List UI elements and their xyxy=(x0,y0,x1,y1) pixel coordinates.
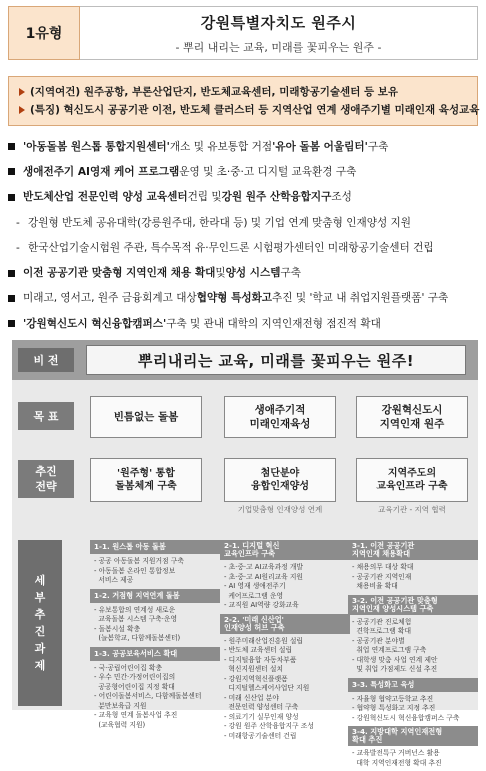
strategy-row xyxy=(12,452,478,532)
dash-bullet-icon: - xyxy=(16,216,20,229)
task-item: - 교육발전특구 거버넌스 활용 xyxy=(352,749,440,757)
task-section-header: 1-3. 공공보육서비스 확대 xyxy=(90,647,220,661)
bullet-text: 미래고, 영서고, 원주 금융회계고 대상 xyxy=(23,292,197,305)
task-section-header: 3-4. 지방대학 지역인재전형 확대 추진 xyxy=(348,726,478,746)
condition-line xyxy=(19,83,467,101)
task-item: (늘봄학교, 다함께돌봄센터) xyxy=(94,634,181,642)
task-item: - AI 영재 생애전주기 xyxy=(224,582,286,590)
task-item: - 공공기관 분야별 xyxy=(352,636,405,645)
task-item: - 공공기관 진로체험 xyxy=(352,617,412,626)
task-item: - 반도체 교육센터 설립 xyxy=(224,646,293,654)
task-item: 대학 지역인재전형 확대 추진 xyxy=(352,758,442,767)
task-item: - 강원지역혁신플랫폼 xyxy=(224,674,288,683)
bullet-text: 협약형 특성화고 xyxy=(196,292,273,305)
bullet-item xyxy=(8,159,480,184)
strategy-label: 추진 전략 xyxy=(18,460,74,498)
bullet-text: 조성 xyxy=(331,191,352,204)
square-bullet-icon xyxy=(8,194,15,201)
bullet-text: 반도체산업 전문인력 양성 교육센터 xyxy=(23,191,188,204)
bullet-item xyxy=(8,235,480,260)
vision-diagram xyxy=(12,340,478,767)
strategy-subtext: 기업맞춤형 인재양성 연계 xyxy=(237,505,323,514)
bullet-text: '강원혁신도시 혁신융합캠퍼스' xyxy=(23,317,167,330)
bullet-text: 운영 및 초·중·고 디지털 교육환경 구축 xyxy=(179,165,357,178)
bullet-text: 한국산업기술시험원 주관, 특수목적 유·무인드론 시험평가센터인 미래항공기술센터 건립 xyxy=(28,241,434,254)
bullet-text: 생애전주기 AI영재 케어 프로그램 xyxy=(23,165,180,178)
task-item: - 자율형 협약고등학교 추진 xyxy=(352,694,434,703)
vision-label: 비 전 xyxy=(18,348,74,372)
task-item: 디지털헬스케어사업단 지원 xyxy=(224,684,310,692)
triangle-bullet-icon xyxy=(19,106,25,114)
task-column xyxy=(220,540,350,744)
goal-box: 빈틈없는 돌봄 xyxy=(90,396,202,438)
task-item: - 국·공립어린이집 확충 xyxy=(94,663,163,672)
condition-line xyxy=(19,101,480,119)
task-section-header: 3-3. 특성화고 육성 xyxy=(348,678,478,692)
goal-row xyxy=(12,388,478,448)
bullet-text: 양성 시스템 xyxy=(225,267,281,280)
task-item: 교육돌봄 시스템 구축·운영 xyxy=(94,615,178,623)
task-item: 채용비율 확대 xyxy=(352,582,398,590)
task-item: 분만보육급 지원 xyxy=(94,701,147,710)
task-label: 세 부 추 진 과 제 xyxy=(18,540,62,706)
task-item: - 우수 민간·가정어린이집의 xyxy=(94,673,176,681)
task-column xyxy=(348,540,478,771)
goal-box: 생애주기적 미래인재육성 xyxy=(224,396,336,438)
bullet-item xyxy=(8,134,480,159)
triangle-bullet-icon xyxy=(19,88,25,96)
goal-label: 목 표 xyxy=(18,402,74,430)
task-item: - 의료기기 실무인재 양성 xyxy=(224,712,299,721)
task-item: - 채용의무 대상 확대 xyxy=(352,563,414,571)
task-item: - 강원 원주 산학융합지구 조성 xyxy=(224,722,314,730)
page-subtitle: - 뿌리 내리는 교육, 미래를 꽃피우는 원주 - xyxy=(175,40,382,54)
task-item: - 돌봄시설 확충 xyxy=(94,624,141,633)
section-gap xyxy=(90,730,220,733)
vision-row xyxy=(12,340,478,380)
condition-text: (특징) 혁신도시 공공기관 이전, 반도체 클러스터 등 지역산업 연계 생애주기별 미래인재 육성교육 xyxy=(30,104,480,116)
condition-text: (지역여건) 원주공항, 부론산업단지, 반도체교육센터, 미래항공기술센터 등 보유 xyxy=(30,86,399,98)
bullet-item xyxy=(8,260,480,285)
task-item: 케어프로그램 운영 xyxy=(224,591,284,600)
bullet-text: 추진 및 '학교 내 취업지원플랫폼' 구축 xyxy=(272,292,449,305)
dash-bullet-icon: - xyxy=(16,241,20,254)
square-bullet-icon xyxy=(8,320,15,327)
task-item: - 미래항공기술센터 건립 xyxy=(224,731,297,740)
bullet-list xyxy=(8,134,480,336)
task-item: - 초·중·고 AI원리교육 지원 xyxy=(224,572,304,581)
task-section-header: 3-1. 이전 공공기관 지역인재 채용확대 xyxy=(348,540,478,560)
bullet-item xyxy=(8,210,480,235)
strategy-box: 첨단분야 융합인재양성 xyxy=(224,458,336,502)
task-item: - 대학생 맞춤 사업 연계 제안 xyxy=(352,655,438,664)
bullet-item xyxy=(8,286,480,311)
task-item: - 교직원 AI역량 강화교육 xyxy=(224,601,299,609)
task-item: - 공공 아동돌봄 지원거점 구축 xyxy=(94,557,184,565)
task-item: 취업 연계프로그램 구축 xyxy=(352,646,427,654)
bullet-item xyxy=(8,185,480,210)
task-item: 서비스 제공 xyxy=(94,576,134,584)
strategy-subtext: 교육기관 - 지역 협력 xyxy=(378,505,446,514)
task-section-header: 1-1. 원스톱 아동 돌봄 xyxy=(90,540,220,554)
page-title: 강원특별자치도 원주시 xyxy=(200,13,357,32)
task-item: - 공공기관 지역인재 xyxy=(352,572,412,581)
vision-text: 뿌리내리는 교육, 미래를 꽃피우는 원주! xyxy=(86,345,466,375)
task-item: - 미래 신산업 분야 xyxy=(224,693,279,702)
title-box xyxy=(80,6,478,60)
task-item: - 디지털융합 자동차부품 xyxy=(224,655,297,664)
task-item: (교육협력 지원) xyxy=(94,720,146,729)
bullet-text: 강원형 반도체 공유대학(강릉원주대, 한라대 등) 및 기업 연계 맞춤형 인재양성 지원 xyxy=(28,216,412,229)
task-section-header: 1-2. 거점형 지역연계 돌봄 xyxy=(90,589,220,603)
strategy-box: '원주형' 통합 돌봄체계 구축 xyxy=(90,458,202,502)
square-bullet-icon xyxy=(8,270,15,277)
task-section-header: 2-2. '미래 신산업' 인재양성 허브 구축 xyxy=(220,614,350,634)
bullet-text: 구축 xyxy=(367,140,389,153)
task-item: - 강원혁신도시 혁신융합캠퍼스 구축 xyxy=(352,713,460,722)
task-item: 공공형어린이집 지정 확대 xyxy=(94,682,175,691)
document-header xyxy=(8,6,478,60)
task-item: - 초·중·고 AI교육과정 개발 xyxy=(224,563,304,571)
task-item: - 교육형 연계 돌봄사업 추진 xyxy=(94,711,178,719)
square-bullet-icon xyxy=(8,168,15,175)
section-gap xyxy=(220,741,350,744)
bullet-text: 이전 공공기관 맞춤형 지역인재 채용 확대 xyxy=(23,267,216,280)
square-bullet-icon xyxy=(8,295,15,302)
task-item: - 유보통합의 연계성 새로운 xyxy=(94,605,176,614)
task-item: - 원주미래산업진흥원 설립 xyxy=(224,636,303,645)
bullet-text: 구축 xyxy=(280,267,301,280)
task-item: - 협약형 특성화고 지정 추진 xyxy=(352,704,436,712)
bullet-text: 및 xyxy=(215,267,226,280)
square-bullet-icon xyxy=(8,143,15,150)
strategy-box: 지역주도의 교육인프라 구축 xyxy=(356,458,468,502)
type-badge: 1유형 xyxy=(8,6,80,60)
task-item: - 어린이돌봄서비스, 다함께돌봄센터 xyxy=(94,692,202,700)
task-item: 혁신지원센터 설치 xyxy=(224,665,284,673)
goal-box: 강원혁신도시 지역인재 원주 xyxy=(356,396,468,438)
bullet-text: 구축 및 관내 대학의 지역인재전형 점진적 확대 xyxy=(166,317,381,330)
bullet-text: '아동돌봄 원스톱 통합지원센터' xyxy=(23,140,170,153)
bullet-text: 건립 및 xyxy=(187,191,222,204)
task-item: - 아동돌봄 온라인 통합정보 xyxy=(94,566,176,575)
task-item: 견학프로그램 확대 xyxy=(352,627,412,635)
task-column xyxy=(90,540,220,733)
bullet-text: '유아 돌봄 어울림터' xyxy=(272,140,368,153)
bullet-text: 개소 및 유보통합 거점 xyxy=(169,140,273,153)
task-item: 및 취업 가점제도 신설 추진 xyxy=(352,665,438,673)
task-section-header: 3-2. 이전 공공기관 맞춤형 지역인재 양성시스템 구축 xyxy=(348,595,478,615)
task-item: 전문인력 양성센터 구축 xyxy=(224,703,299,711)
bullet-text: 강원 원주 산학융합지구 xyxy=(221,191,332,204)
bullet-item xyxy=(8,311,480,336)
task-section-header: 2-1. 디지털 혁신 교육인프라 구축 xyxy=(220,540,350,560)
conditions-box xyxy=(8,76,478,126)
